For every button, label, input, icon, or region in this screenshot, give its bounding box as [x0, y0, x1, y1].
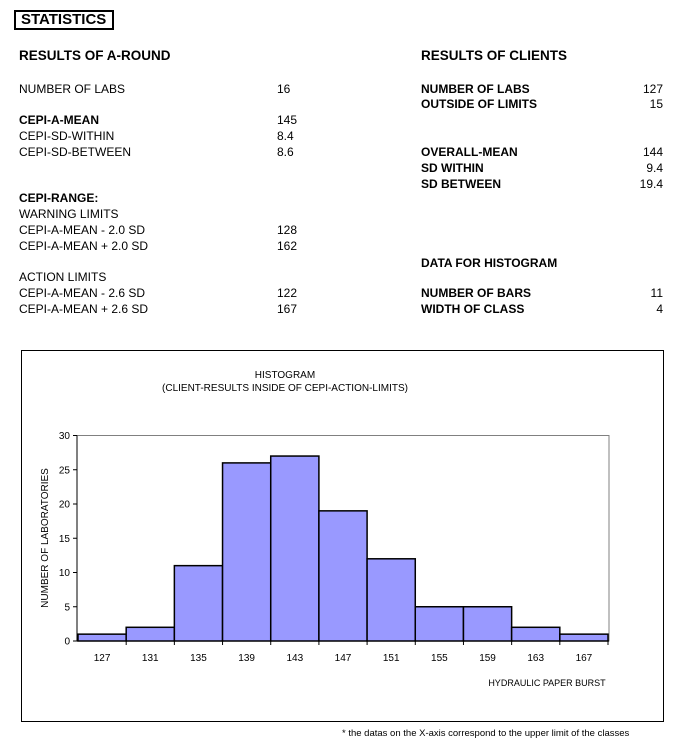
overall-mean-value: 144 — [642, 145, 663, 159]
y-tick-label: 20 — [58, 499, 70, 511]
histogram-bar-159 — [463, 607, 511, 641]
x-tick-label: 167 — [575, 653, 593, 664]
outside-of-limits-label: OUTSIDE OF LIMITS — [421, 97, 537, 111]
y-tick-label: 25 — [58, 465, 70, 477]
histogram-bar-131 — [126, 627, 174, 641]
x-tick-label: 159 — [479, 653, 496, 664]
sd-within-row — [421, 161, 663, 175]
action-plus-row — [19, 302, 309, 316]
cepi-sd-within-row — [19, 129, 309, 143]
histogram-chart — [22, 351, 663, 721]
warning-minus-row — [19, 223, 309, 237]
histogram-bar-135 — [174, 566, 222, 641]
x-tick-label: 151 — [382, 653, 400, 664]
x-tick-label: 139 — [238, 653, 255, 664]
action-plus-value: 167 — [277, 302, 298, 316]
clients-number-of-labs-label: NUMBER OF LABS — [421, 82, 530, 96]
histogram-data-heading: DATA FOR HISTOGRAM — [421, 256, 558, 270]
histogram-bar-167 — [560, 634, 608, 641]
width-of-class-row — [421, 302, 663, 316]
warning-minus-value: 128 — [277, 223, 298, 237]
y-tick-label: 30 — [58, 431, 70, 442]
cepi-sd-between-row — [19, 145, 309, 159]
y-tick-label: 10 — [58, 568, 70, 579]
action-minus-label: CEPI-A-MEAN - 2.6 SD — [19, 286, 146, 300]
x-tick-label: 143 — [286, 653, 304, 664]
number-of-bars-label: NUMBER OF BARS — [421, 286, 531, 300]
histogram-bar-147 — [319, 511, 367, 641]
cepi-range-heading: CEPI-RANGE: — [19, 191, 99, 205]
width-of-class-label: WIDTH OF CLASS — [421, 302, 525, 316]
a-round-number-of-labs-label: NUMBER OF LABS — [19, 82, 126, 96]
outside-of-limits-value: 15 — [649, 97, 663, 111]
cepi-sd-between-value: 8.6 — [277, 145, 294, 159]
warning-plus-row — [19, 239, 309, 253]
histogram-chart-frame — [21, 350, 664, 722]
x-tick-label: 127 — [93, 653, 111, 664]
histogram-bar-163 — [512, 627, 560, 641]
chart-footnote: * the datas on the X-axis correspond to the upper limit of the classes — [342, 728, 630, 739]
histogram-bar-155 — [415, 607, 463, 641]
outside-of-limits-row — [421, 97, 663, 111]
clients-heading: RESULTS OF CLIENTS — [421, 48, 568, 63]
x-tick-label: 163 — [527, 653, 545, 664]
warning-plus-label: CEPI-A-MEAN + 2.0 SD — [19, 239, 149, 253]
y-tick-label: 5 — [64, 602, 70, 614]
cepi-a-mean-label: CEPI-A-MEAN — [19, 113, 99, 127]
sd-within-value: 9.4 — [646, 161, 663, 175]
action-minus-row — [19, 286, 309, 300]
warning-limits-heading: WARNING LIMITS — [19, 207, 119, 221]
action-minus-value: 122 — [277, 286, 298, 300]
x-tick-label: 135 — [190, 653, 207, 664]
cepi-sd-within-label: CEPI-SD-WITHIN — [19, 129, 115, 143]
action-plus-label: CEPI-A-MEAN + 2.6 SD — [19, 302, 149, 316]
page-title: STATISTICS — [14, 10, 114, 30]
cepi-sd-within-value: 8.4 — [277, 129, 294, 143]
warning-minus-label: CEPI-A-MEAN - 2.0 SD — [19, 223, 146, 237]
histogram-bar-127 — [78, 634, 126, 641]
a-round-heading: RESULTS OF A-ROUND — [19, 48, 171, 63]
y-tick-label: 15 — [58, 533, 70, 545]
x-axis-label: HYDRAULIC PAPER BURST — [488, 678, 606, 688]
histogram-bar-151 — [367, 559, 415, 641]
a-round-number-of-labs-row — [19, 82, 309, 96]
overall-mean-label: OVERALL-MEAN — [421, 145, 518, 159]
clients-number-of-labs-row — [421, 82, 663, 96]
y-axis-label: NUMBER OF LABORATORIES — [40, 468, 51, 608]
sd-between-row — [421, 177, 663, 191]
x-tick-label: 131 — [141, 653, 159, 664]
clients-number-of-labs-value: 127 — [642, 82, 663, 96]
number-of-bars-value: 11 — [650, 286, 663, 300]
overall-mean-row — [421, 145, 663, 159]
histogram-bar-139 — [223, 463, 271, 641]
chart-title: HISTOGRAM — [254, 370, 316, 381]
histogram-bar-143 — [271, 456, 319, 641]
cepi-sd-between-label: CEPI-SD-BETWEEN — [19, 145, 132, 159]
number-of-bars-row — [421, 286, 663, 300]
action-limits-heading: ACTION LIMITS — [19, 270, 107, 284]
cepi-a-mean-value: 145 — [277, 113, 298, 127]
sd-within-label: SD WITHIN — [421, 161, 484, 175]
sd-between-value: 19.4 — [639, 177, 663, 191]
warning-plus-value: 162 — [277, 239, 298, 253]
sd-between-label: SD BETWEEN — [421, 177, 502, 191]
y-tick-label: 0 — [64, 636, 70, 648]
chart-subtitle: (CLIENT-RESULTS INSIDE OF CEPI-ACTION-LIMITS) — [162, 383, 408, 394]
width-of-class-value: 4 — [656, 302, 663, 316]
cepi-a-mean-row — [19, 113, 309, 127]
x-tick-label: 147 — [334, 653, 352, 664]
a-round-number-of-labs-value: 16 — [277, 82, 291, 96]
x-tick-label: 155 — [431, 653, 448, 664]
